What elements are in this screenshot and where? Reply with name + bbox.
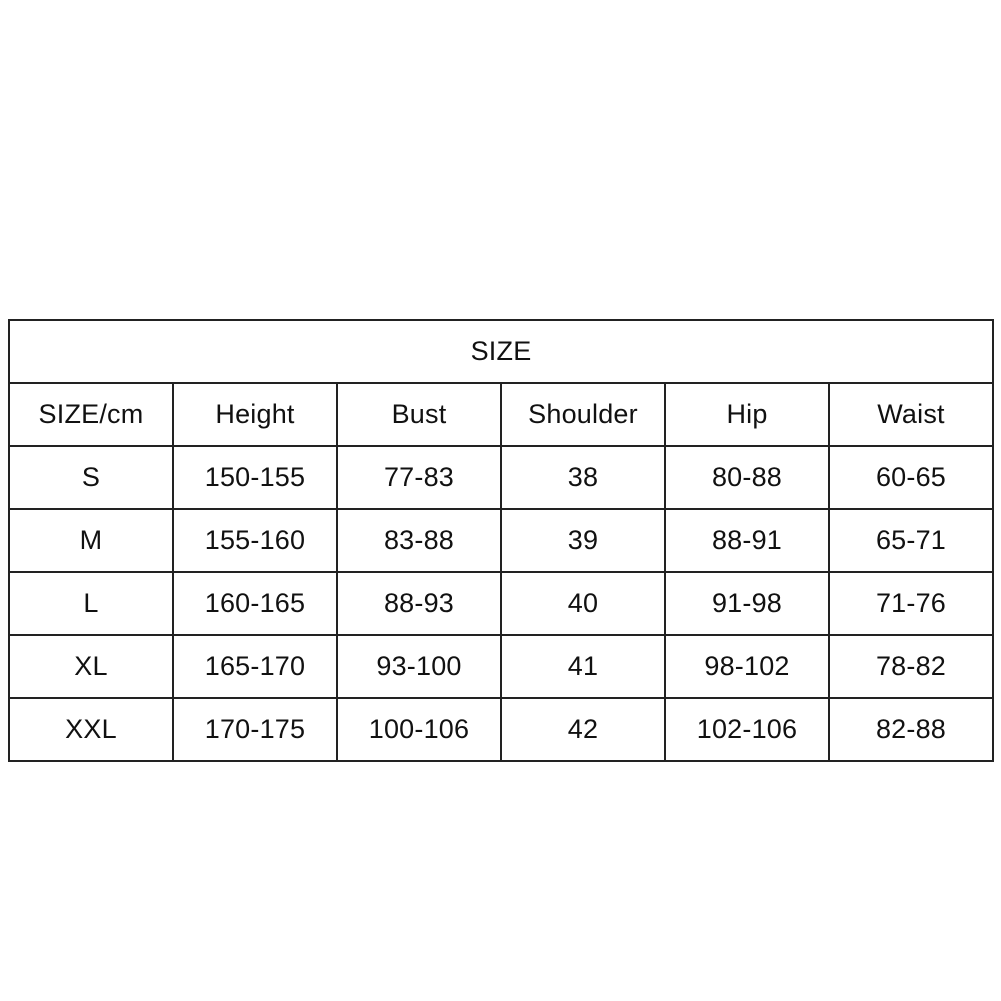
table-cell: XXL <box>9 698 173 761</box>
table-cell: 60-65 <box>829 446 993 509</box>
table-cell: 82-88 <box>829 698 993 761</box>
column-header: SIZE/cm <box>9 383 173 446</box>
table-cell: 91-98 <box>665 572 829 635</box>
column-header: Bust <box>337 383 501 446</box>
column-header: Height <box>173 383 337 446</box>
table-cell: 100-106 <box>337 698 501 761</box>
table-cell: 38 <box>501 446 665 509</box>
column-header: Hip <box>665 383 829 446</box>
table-cell: 41 <box>501 635 665 698</box>
table-cell: 83-88 <box>337 509 501 572</box>
table-cell: 71-76 <box>829 572 993 635</box>
table-cell: 170-175 <box>173 698 337 761</box>
column-header: Waist <box>829 383 993 446</box>
table-row <box>9 572 993 635</box>
table-cell: 155-160 <box>173 509 337 572</box>
table-row <box>9 509 993 572</box>
table-row <box>9 698 993 761</box>
table-cell: 98-102 <box>665 635 829 698</box>
table-cell: 77-83 <box>337 446 501 509</box>
table-cell: 65-71 <box>829 509 993 572</box>
table-cell: 150-155 <box>173 446 337 509</box>
table-cell: 88-93 <box>337 572 501 635</box>
table-cell: 93-100 <box>337 635 501 698</box>
table-cell: 80-88 <box>665 446 829 509</box>
table-cell: 160-165 <box>173 572 337 635</box>
table-cell: M <box>9 509 173 572</box>
table-cell: 102-106 <box>665 698 829 761</box>
table-row <box>9 635 993 698</box>
column-header: Shoulder <box>501 383 665 446</box>
table-cell: 88-91 <box>665 509 829 572</box>
table-cell: 42 <box>501 698 665 761</box>
table-cell: 39 <box>501 509 665 572</box>
table-header-row <box>9 383 993 446</box>
table-cell: XL <box>9 635 173 698</box>
table-title: SIZE <box>9 320 993 383</box>
table-row <box>9 446 993 509</box>
table-cell: L <box>9 572 173 635</box>
table-cell: 78-82 <box>829 635 993 698</box>
size-chart-table <box>8 319 994 762</box>
table-title-row <box>9 320 993 383</box>
table-cell: S <box>9 446 173 509</box>
table-cell: 40 <box>501 572 665 635</box>
table-cell: 165-170 <box>173 635 337 698</box>
